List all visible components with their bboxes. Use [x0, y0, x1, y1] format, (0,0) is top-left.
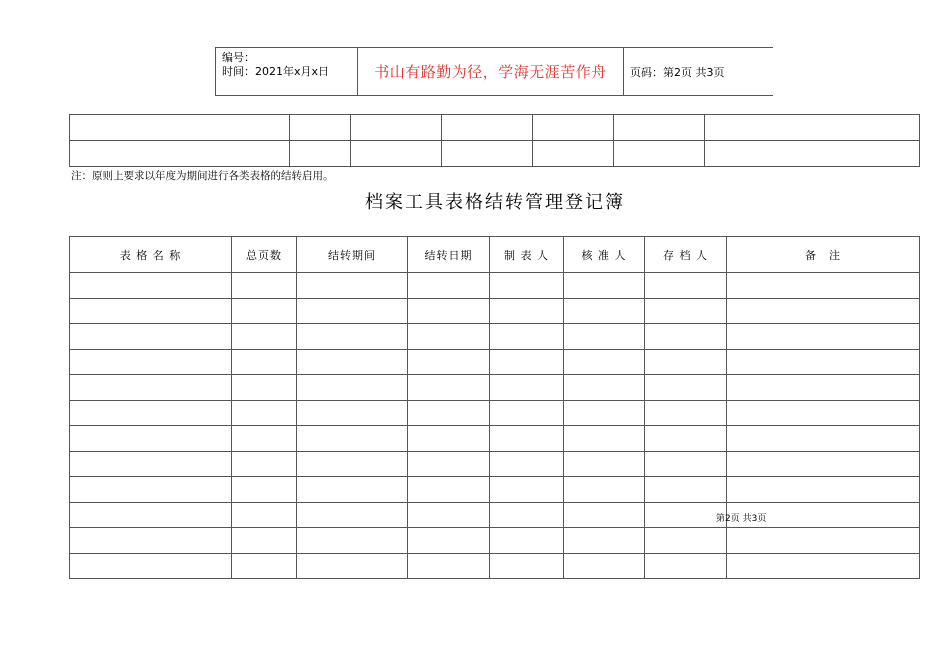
table-cell [232, 349, 297, 375]
header-motto: 书山有路勤为径，学海无涯苦作舟 [358, 48, 624, 95]
header-meta [216, 48, 358, 95]
table-cell [645, 324, 727, 350]
table-cell [408, 477, 490, 503]
table-cell [645, 349, 727, 375]
table-cell [232, 324, 297, 350]
col-header-approved-by: 核 准 人 [564, 237, 645, 273]
table-cell [727, 349, 920, 375]
col-header-form-name: 表 格 名 称 [70, 237, 232, 273]
table-row [70, 528, 920, 554]
table-row [70, 141, 920, 167]
table-cell [232, 273, 297, 299]
table-cell [564, 375, 645, 401]
table-cell [727, 375, 920, 401]
table-cell [490, 298, 564, 324]
table-cell [645, 273, 727, 299]
table-cell [645, 553, 727, 579]
col-header-carryover-date: 结转日期 [408, 237, 490, 273]
table-cell [297, 400, 408, 426]
table-cell [408, 273, 490, 299]
table-row [70, 324, 920, 350]
table-cell [70, 400, 232, 426]
table-cell [232, 426, 297, 452]
table-cell [297, 477, 408, 503]
table-cell [645, 400, 727, 426]
col-header-prepared-by: 制 表 人 [490, 237, 564, 273]
table-row [70, 115, 920, 141]
table-row [70, 298, 920, 324]
previous-table-fragment [69, 114, 920, 167]
table-cell [564, 400, 645, 426]
table-cell [70, 477, 232, 503]
table-cell [70, 553, 232, 579]
table-cell [232, 477, 297, 503]
table-cell [297, 528, 408, 554]
table-row [70, 400, 920, 426]
table-cell [564, 324, 645, 350]
table-cell [232, 553, 297, 579]
col-header-total-pages: 总页数 [232, 237, 297, 273]
table-row [70, 375, 920, 401]
table-cell [564, 451, 645, 477]
table-cell [408, 451, 490, 477]
table-cell [727, 553, 920, 579]
table-cell [297, 553, 408, 579]
time-label: 时间：2021年x月x日 [222, 65, 330, 78]
table-cell [645, 528, 727, 554]
table-cell [564, 273, 645, 299]
table-cell [70, 324, 232, 350]
table-cell [232, 451, 297, 477]
table-header-row [70, 237, 920, 273]
table-cell [297, 324, 408, 350]
page-header [215, 47, 773, 96]
table-cell [564, 502, 645, 528]
table-cell [408, 553, 490, 579]
header-page-code: 页码：第2页 共3页 [630, 65, 725, 79]
table-cell [70, 298, 232, 324]
table-cell [645, 375, 727, 401]
table-cell [70, 426, 232, 452]
table-cell [297, 298, 408, 324]
table-cell [490, 502, 564, 528]
table-cell [727, 273, 920, 299]
table-cell [490, 273, 564, 299]
table-row [70, 349, 920, 375]
table-cell [70, 451, 232, 477]
table-cell [564, 553, 645, 579]
table-cell [490, 477, 564, 503]
table-cell [232, 298, 297, 324]
table-cell [645, 502, 727, 528]
table-row [70, 502, 920, 528]
table-cell [297, 349, 408, 375]
table-cell [408, 528, 490, 554]
table-cell [727, 426, 920, 452]
table-cell [297, 451, 408, 477]
table-cell [564, 528, 645, 554]
table-cell [727, 324, 920, 350]
table-cell [564, 349, 645, 375]
table-cell [490, 528, 564, 554]
table-cell [408, 349, 490, 375]
table-cell [490, 426, 564, 452]
table-cell [408, 375, 490, 401]
register-table [69, 236, 920, 579]
table-cell [490, 375, 564, 401]
table-cell [297, 426, 408, 452]
table-cell [490, 451, 564, 477]
table-cell [70, 528, 232, 554]
col-header-archived-by: 存 档 人 [645, 237, 727, 273]
table-row [70, 553, 920, 579]
footer-page-number: 第2页 共3页 [716, 514, 767, 524]
table-cell [727, 528, 920, 554]
table-cell [297, 502, 408, 528]
table-cell [232, 400, 297, 426]
page-title: 档案工具表格结转管理登记簿 [365, 192, 625, 213]
table-cell [70, 273, 232, 299]
table-row [70, 426, 920, 452]
table-cell [232, 375, 297, 401]
table-cell [645, 298, 727, 324]
table-cell [297, 273, 408, 299]
table-cell [408, 426, 490, 452]
table-cell [727, 298, 920, 324]
table-cell [645, 477, 727, 503]
table-cell [408, 502, 490, 528]
table-cell [490, 324, 564, 350]
table-cell [645, 451, 727, 477]
table-cell [727, 477, 920, 503]
table-row [70, 273, 920, 299]
table-row [70, 451, 920, 477]
table-cell [645, 426, 727, 452]
table-row [70, 477, 920, 503]
table-cell [70, 349, 232, 375]
table-cell [564, 298, 645, 324]
col-header-remarks: 备 注 [727, 237, 920, 273]
table-cell [297, 375, 408, 401]
table-cell [70, 502, 232, 528]
table-cell [232, 502, 297, 528]
table-cell [70, 375, 232, 401]
table-cell [564, 477, 645, 503]
table-cell [727, 400, 920, 426]
table-cell [408, 400, 490, 426]
table-cell [490, 553, 564, 579]
serial-label: 编号： [222, 51, 255, 64]
note-text: 注：原则上要求以年度为期间进行各类表格的结转启用。 [71, 170, 334, 182]
table-cell [490, 349, 564, 375]
table-cell [232, 528, 297, 554]
table-cell [727, 451, 920, 477]
table-cell [408, 324, 490, 350]
table-cell [408, 298, 490, 324]
table-cell [564, 426, 645, 452]
table-cell [490, 400, 564, 426]
col-header-carryover-period: 结转期间 [297, 237, 408, 273]
